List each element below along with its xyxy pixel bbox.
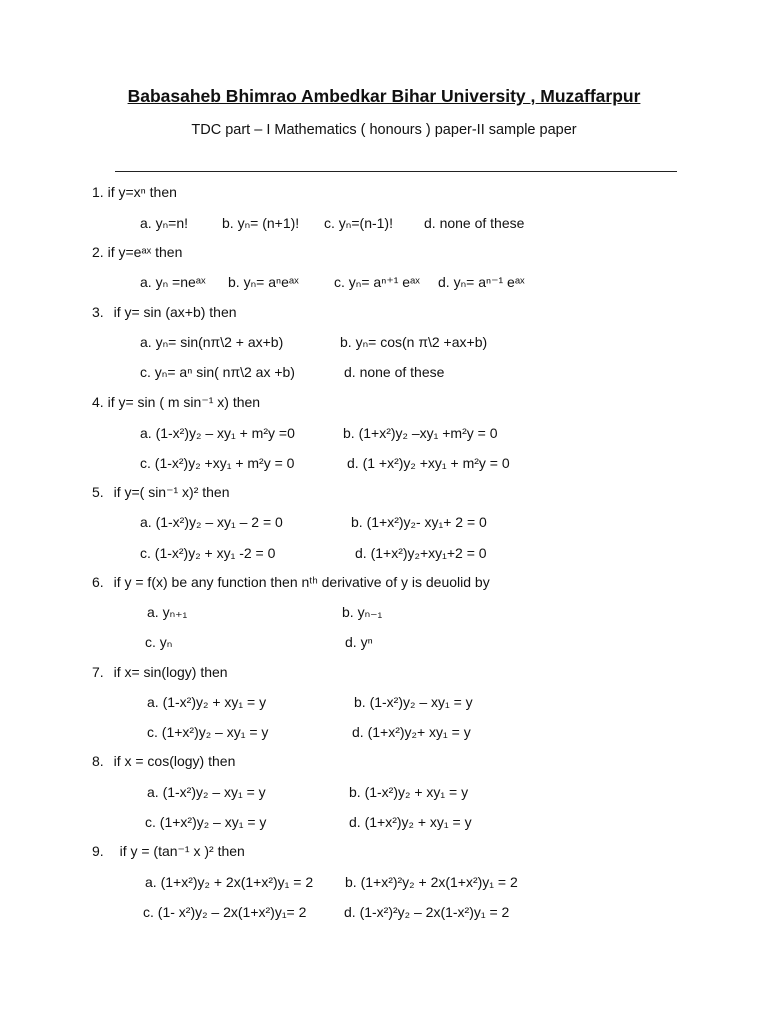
option-c: c. (1-x²)y₂ +xy₁ + m²y = 0 [140,455,295,471]
option-c: c. yₙ=(n-1)! [324,215,393,231]
question-7 [92,664,228,680]
option-b: b. (1-x²)y₂ + xy₁ = y [349,784,469,800]
option-b: b. (1+x²)y₂ –xy₁ +m²y = 0 [343,425,498,441]
question-1 [92,184,177,200]
option-c: c. yₙ [145,634,173,650]
question-stem: if y= sin ( m sin⁻¹ x) then [107,394,261,410]
question-number: 3. [92,304,104,320]
question-2 [92,244,182,260]
university-title: Babasaheb Bhimrao Ambedkar Bihar University , Muzaffarpur [127,86,641,106]
option-d: d. (1+x²)y₂+xy₁+2 = 0 [355,545,487,561]
question-stem: if y = f(x) be any function then nᵗʰ derivative of y is deuolid by [113,574,490,590]
question-number: 1. [92,184,104,200]
option-d: d. yⁿ [345,634,373,650]
question-number: 2. [92,244,104,260]
question-number: 5. [92,484,104,500]
option-b: b. yₙ= aⁿeᵃˣ [228,274,299,290]
question-stem: if y=eᵃˣ then [107,244,183,260]
question-number: 8. [92,753,104,769]
option-a: a. (1-x²)y₂ – xy₁ = y [147,784,266,800]
option-d: d. (1-x²)²y₂ – 2x(1-x²)y₁ = 2 [344,904,510,920]
option-b: b. yₙ= (n+1)! [222,215,300,231]
option-d: d. none of these [424,215,525,231]
option-d: d. yₙ= aⁿ⁻¹ eᵃˣ [438,274,525,290]
option-d: d. (1+x²)y₂ + xy₁ = y [349,814,472,830]
option-b: b. (1-x²)y₂ – xy₁ = y [354,694,473,710]
option-a: a. (1-x²)y₂ – xy₁ + m²y =0 [140,425,295,441]
option-c: c. (1+x²)y₂ – xy₁ = y [145,814,267,830]
question-number: 7. [92,664,104,680]
question-3 [92,304,237,320]
option-c: c. yₙ= aⁿ sin( nπ\2 ax +b) [140,364,295,380]
question-4 [92,394,260,411]
option-a: a. yₙ= sin(nπ\2 + ax+b) [140,334,284,350]
option-a: a. yₙ₊₁ [147,604,188,620]
option-c: c. yₙ= aⁿ⁺¹ eᵃˣ [334,274,420,290]
question-6 [92,574,490,590]
question-number: 9. [92,843,104,859]
option-c: c. (1+x²)y₂ – xy₁ = y [147,724,269,740]
option-a: a. (1-x²)y₂ – xy₁ – 2 = 0 [140,514,283,530]
question-number: 6. [92,574,104,590]
option-b: b. yₙ= cos(n π\2 +ax+b) [340,334,488,350]
question-stem: if y=xⁿ then [107,184,177,200]
question-8 [92,753,235,769]
option-d: d. (1 +x²)y₂ +xy₁ + m²y = 0 [347,455,510,471]
option-b: b. yₙ₋₁ [342,604,383,620]
option-c: c. (1-x²)y₂ + xy₁ -2 = 0 [140,545,276,561]
option-b: b. (1+x²)²y₂ + 2x(1+x²)y₁ = 2 [345,874,518,890]
question-stem: if y=( sin⁻¹ x)² then [113,484,230,500]
option-b: b. (1+x²)y₂- xy₁+ 2 = 0 [351,514,487,530]
question-9 [92,843,245,860]
paper-subtitle: TDC part – I Mathematics ( honours ) paper-II sample paper [191,122,577,138]
question-number: 4. [92,394,104,410]
header-divider [115,171,677,172]
option-d: d. none of these [344,364,445,380]
option-a: a. (1-x²)y₂ + xy₁ = y [147,694,267,710]
option-a: a. (1+x²)y₂ + 2x(1+x²)y₁ = 2 [145,874,314,890]
option-a: a. yₙ =neᵃˣ [140,274,206,290]
question-stem: if x= sin(logy) then [113,664,228,680]
question-stem: if y= sin (ax+b) then [113,304,237,320]
option-c: c. (1- x²)y₂ – 2x(1+x²)y₁= 2 [143,904,307,920]
question-stem: if x = cos(logy) then [113,753,236,769]
question-stem: if y = (tan⁻¹ x )² then [119,843,245,859]
option-d: d. (1+x²)y₂+ xy₁ = y [352,724,471,740]
option-a: a. yₙ=n! [140,215,188,231]
question-5 [92,484,230,501]
